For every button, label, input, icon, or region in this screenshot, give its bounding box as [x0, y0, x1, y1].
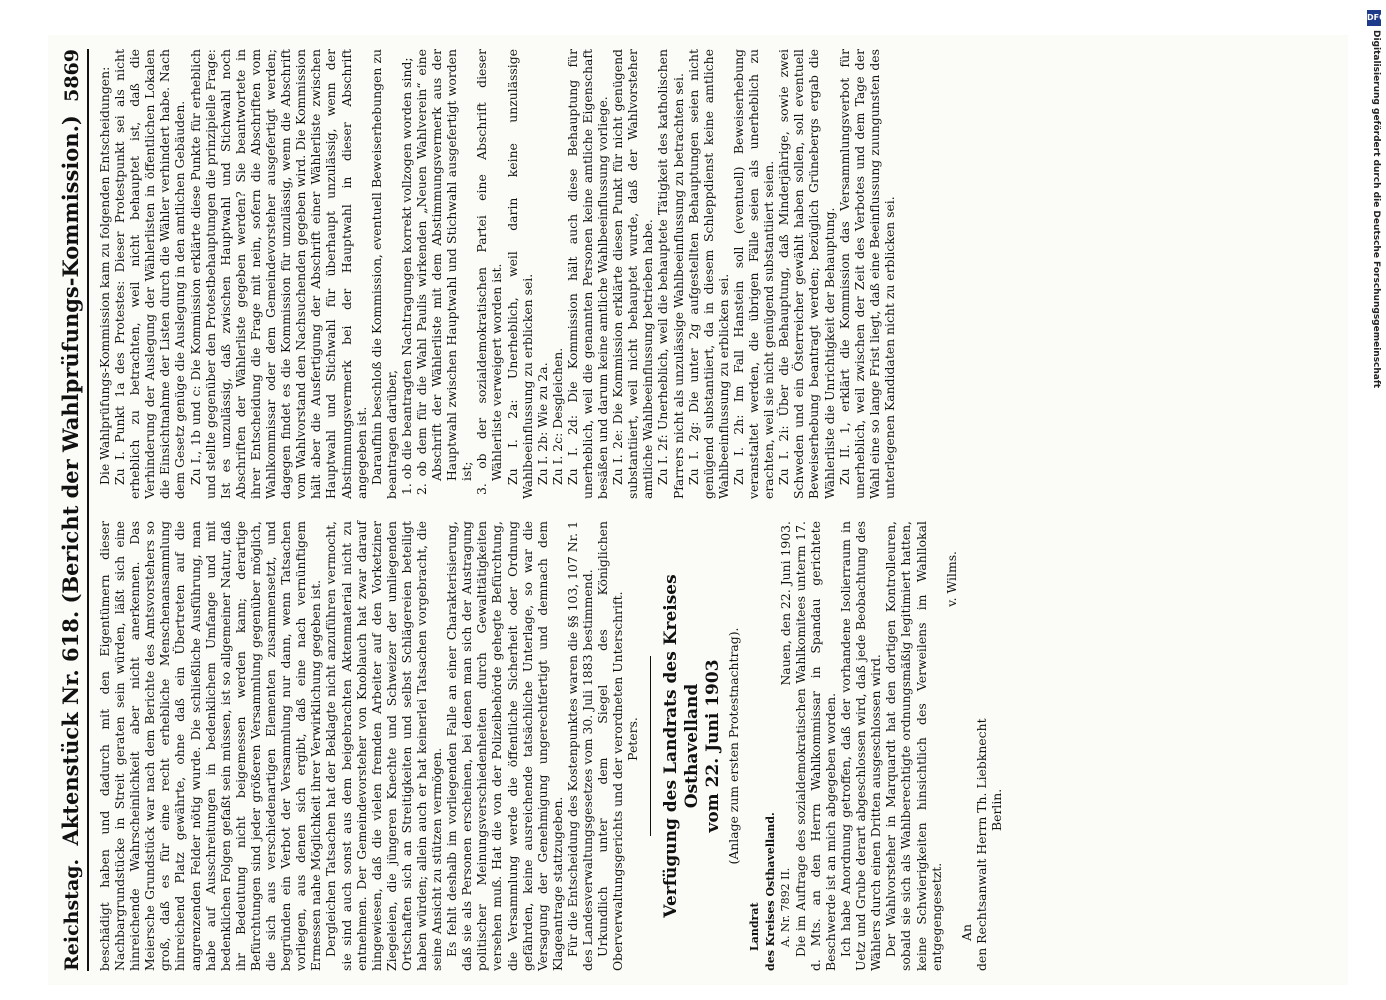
- left-column: [97, 521, 1004, 971]
- signature-wilms: v. Wilms.: [943, 551, 959, 607]
- header-left: Reichstag.: [61, 858, 83, 971]
- header-center: Aktenstück Nr. 618. (Bericht der Wahlprüfungs-Kommission.): [58, 115, 83, 846]
- paragraph: Zu I. 2c: Desgleichen.: [549, 347, 565, 485]
- paragraph: Zu I. 2i: Über die Behauptung, daß Minderjährige, sowie zwei Schweden und ein Österreicher gewählt haben sollen, soll eventuell Beweiserhebung beantragt werden; bezüglich Grünebergs ergab die Wählerliste die Unrichtigkeit der Behauptung.: [776, 49, 837, 499]
- divider: [650, 656, 651, 836]
- section-title-line1: Verfügung des Landrats des Kreises Osthavelland: [661, 574, 703, 918]
- paragraph: Urkundlich unter dem Siegel des Königlichen Oberverwaltungsgerichts und der verordneten Unterschrift.: [595, 521, 626, 971]
- list-item: 2. ob dem für die Wahl Paulis wirkenden „Neuen Wahlverein“ eine Abschrift der Wählerliste mit dem Abstimmungsvermerk aus der Hauptwahl zwischen Hauptwahl und Stichwahl ausgefertigt worden ist;: [413, 49, 475, 495]
- paragraph: Daraufhin beschloß die Kommission, eventuell Beweiserhebungen zu beantragen darüber,: [368, 49, 399, 499]
- paragraph: Zu II. 1, erklärt die Kommission das Versammlungsverbot für unerheblich, weil zwischen der Zeit des Verbotes und dem Tage der Wahl eine so lange Frist liegt, daß eine Beeinflussung zuungunsten des unterlegenen Kandidaten nicht zu erblicken sei.: [836, 49, 897, 499]
- list-item: 1. ob die beantragten Nachtragungen korrekt vollzogen worden sind;: [398, 57, 414, 495]
- page-number: 5869: [61, 49, 83, 102]
- scanned-page-rotated: [48, 35, 1348, 985]
- paragraph: Dergleichen Tatsachen hat der Beklagte nicht anzuführen vermocht, sie sind auch sonst aus dem beigebrachten Aktenmaterial nicht zu entnehmen. Der Gemeindevorsteher von Knoblauch hat zwar darauf hingewiesen, daß die vielen fremden Arbeiter auf den Vorketziner Ziegeleien, die jüngeren Knechte und Schweizer der umliegenden Ortschaften sich an Streitigkeiten und selbst Schlägereien beteiligt haben würden; allein auch er hat keinerlei Tatsachen vorgebracht, die seine Ansicht zu stützen vermögen.: [323, 521, 445, 971]
- address-an: An: [958, 924, 974, 941]
- dateline: Nauen, den 22. Juni 1903.: [777, 521, 793, 686]
- paragraph: Zu I. 2g: Die unter 2g aufgestellten Behauptungen seien nicht genügend substantiiert, da in diesem Schleppdienst keine amtliche Wahlbeeinflussung zu erblicken sei.: [685, 49, 731, 499]
- paragraph: Zu I. 2f: Unerheblich, weil die behauptete Tätigkeit des katholischen Pfarrers nicht als unzulässige Wahlbeeinflussung zu betrachten sei.: [655, 49, 686, 499]
- dfg-logo: DFG: [1367, 10, 1381, 26]
- signature-peters: Peters.: [625, 717, 641, 761]
- reference-number: A. Nr. 7892 II.: [778, 867, 792, 947]
- paragraph: Zu I. 2b: Wie zu 2a.: [534, 362, 550, 485]
- paragraph: Zu I. 2h: Im Fall Hanstein soll (eventuell) Beweiserhebung veranstaltet werden, die übrigen Fälle seien als unerheblich zu erachten, weil sie nicht genügend substantiiert seien.: [730, 49, 777, 499]
- paragraph: Zu I. 2a: Unerheblich, weil darin keine unzulässige Wahlbeeinflussung zu erblicken sei.: [504, 49, 535, 499]
- address-city: Berlin.: [988, 788, 1004, 831]
- section-title-line2: vom 22. Juni 1903: [703, 659, 724, 833]
- paragraph: Zu I. Punkt 1a des Protestes: Dieser Protestpunkt sei als nicht erheblich zu betrachten, weil nicht behauptet ist, daß die Verhinderung der Auslegung der Wählerlisten in öffentlichen Lokalen die Einsichtnahme der Listen durch die Wähler verhindert habe. Nach dem Gesetz genüge die Auslegung in den amtlichen Gebäuden.: [112, 49, 188, 499]
- paragraph: Ich habe Anordnung getroffen, daß der vorhandene Isolierraum in Uetz und Grube derart abgeschlossen wird, daß jede Beobachtung des Wählers durch einen Dritten ausgeschlossen wird.: [838, 521, 884, 971]
- paragraph: Die Wahlprüfungs-Kommission kam zu folgenden Entscheidungen:: [97, 66, 112, 485]
- paragraph: Zu I. 2d: Die Kommission hält auch diese Behauptung für unerheblich, weil die genannten Personen keine amtliche Eigenschaft besäßen und darum keine amtliche Wahlbeeinflussung vorliege.: [564, 49, 611, 499]
- paragraph: Es fehlt deshalb im vorliegenden Falle an einer Charakterisierung, daß sie als Personen erscheinen, bei denen man sich der Austragung politischer Meinungsverschiedenheiten durch Gewalttätigkeiten versehen muß. Hat die von der Polizeibehörde gehegte Befürchtung, die Versammlung werde die öffentliche Sicherheit oder Ordnung gefährden, keine ausreichende tatsächliche Unterlage, so war die Versagung der Genehmigung ungerechtfertigt und demnach dem Klageantrage stattzugeben.: [444, 521, 565, 971]
- paragraph: Zu I., 1b und c: Die Kommission erklärte diese Punkte für erheblich und stellte gegenüber den Protestbehauptungen die prinzipielle Frage: Ist es unzulässig, daß zwischen Hauptwahl und Stichwahl noch Abschriften der Wählerliste gegeben werden? Sie beantwortete in ihrer Entscheidung die Frage mit nein, sofern die Abschriften vom Wahlkommissar oder dem Gemeindevorsteher ausgefertigt werden; dagegen findet es die Kommission für unzulässig, wenn die Abschrift vom Wahlvorstand den Nachsuchenden gegeben wird. Die Kommission hält aber die Ausfertigung der Abschrift einer Wählerliste zwischen Hauptwahl und Stichwahl für überhaupt unzulässig, wenn der Abstimmungsvermerk bei der Hauptwahl in dieser Abschrift angegeben ist.: [187, 49, 369, 499]
- section-subtitle: (Anlage zum ersten Protestnachtrag).: [726, 627, 742, 865]
- landrat-label: Landrat: [748, 902, 762, 951]
- funding-note: [1367, 30, 1381, 710]
- section-title: [661, 521, 724, 971]
- paragraph: Die im Auftrage des sozialdemokratischen Wahlkomitees unterm 17. d. Mts. an den Herrn Wahlkommissar in Spandau gerichtete Beschwerde ist an mich abgegeben worden.: [792, 521, 838, 971]
- paragraph: Zu I. 2e: Die Kommission erklärte diesen Punkt für nicht genügend substantiiert, weil nicht behauptet wurde, daß der Wahlvorsteher amtliche Wahlbeeinflussung betrieben habe.: [610, 49, 656, 499]
- address-recipient: den Rechtsanwalt Herrn Th. Liebknecht: [973, 718, 989, 971]
- kreis-label: des Kreises Osthavelland.: [763, 812, 777, 971]
- paragraph: Der Wahlvorsteher in Marquardt hat den dortigen Kontrolleuren, sobald sie sich als Wahlberechtigte ordnungsmäßig legitimiert hatten, keine Schwierigkeiten hinsichtlich des Verweilens im Wahllokal entgegengesetzt.: [883, 521, 944, 971]
- list-item: 3. ob der sozialdemokratischen Partei eine Abschrift dieser Wählerliste verweigert worden ist.: [474, 49, 505, 495]
- paragraph: Für die Entscheidung des Kostenpunktes waren die §§ 103, 107 Nr. 1 des Landesverwaltungsgesetzes vom 30. Juli 1883 bestimmend.: [564, 521, 595, 971]
- page-header: [58, 49, 89, 971]
- right-column: [97, 49, 1004, 499]
- funding-note-text: Digitalisierung gefördert durch die Deutsche Forschungsgemeinschaft: [1371, 30, 1381, 389]
- paragraph: beschädigt haben und dadurch mit den Eigentümern dieser Nachbargrundstücke in Streit geraten sein würden, läßt sich eine hinreichende Wahrscheinlichkeit aber nicht anerkennen. Das Meiersche Grundstück war nach dem Berichte des Amtsvorstehers so groß, daß es für eine recht erhebliche Menschenansammlung hinreichend Platz gewährte, ohne daß ein Übertreten auf die angrenzenden Felder nötig wurde. Die schließliche Ausführung, man habe auf Ausschreitungen in bedenklichem Umfange und mit bedenklichen Folgen gefaßt sein müssen, ist so allgemeiner Natur, daß ihr Bedeutung nicht beigemessen werden kann; derartige Befürchtungen sind jeder größeren Versammlung gegenüber möglich, die sich aus verschiedenartigen Elementen zusammensetzt, und begründen ein Verbot der Versammlung nur dann, wenn Tatsachen vorliegen, aus denen sich ergibt, daß eine nach vernünftigem Ermessen nahe Möglichkeit ihrer Verwirklichung gegeben ist.: [97, 521, 324, 971]
